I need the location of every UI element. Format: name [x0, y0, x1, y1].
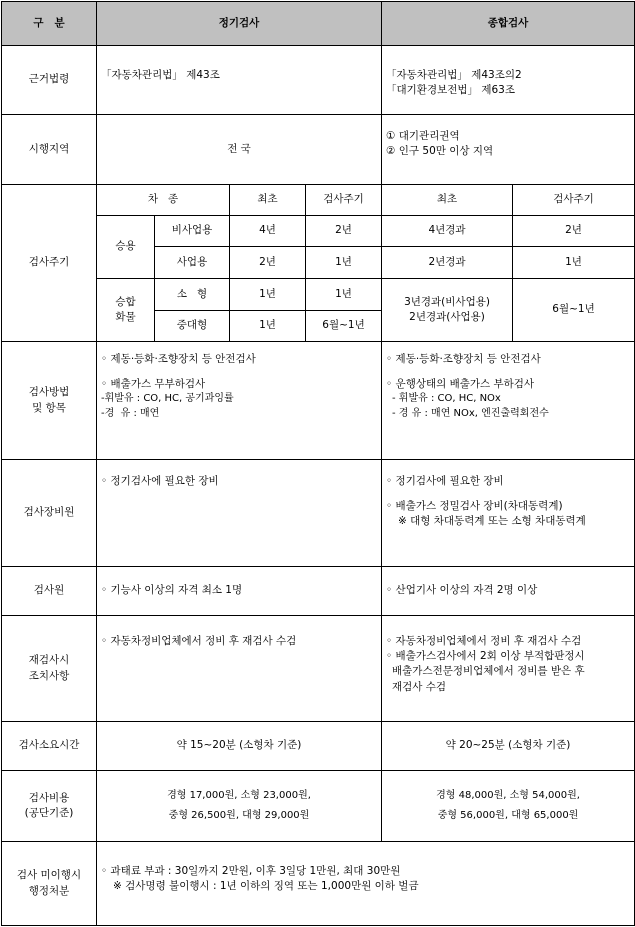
- cycle-biz-first: 2년: [230, 247, 306, 279]
- comprehensive-equipment-line: ◦ 배출가스 정밀검사 장비(차대동력계): [386, 500, 563, 513]
- regular-equipment-line: ◦ 정기검사에 필요한 장비: [101, 475, 219, 487]
- comprehensive-legal-basis: [382, 46, 635, 115]
- label-penalty-line: 행정처분: [28, 884, 70, 897]
- cycle-large-period: 6월~1년: [306, 311, 382, 342]
- label-reinspect-line: 조치사항: [28, 669, 70, 682]
- cycle-nonbiz-period-comprehensive: 2년: [513, 216, 635, 247]
- regular-inspector: ◦ 기능사 이상의 자격 최소 1명: [97, 567, 382, 616]
- comprehensive-cost: [382, 771, 635, 842]
- comprehensive-reinspect-line: ◦ 배출가스검사에서 2회 이상 부적합판정시: [386, 650, 585, 663]
- label-method: [2, 342, 97, 460]
- cycle-head-period-comprehensive: 검사주기: [513, 185, 635, 216]
- penalty-line: ◦ 과태료 부과 : 30일까지 2만원, 이후 3일당 1만원, 최대 30만원: [101, 865, 401, 877]
- comprehensive-reinspect-line: ◦ 자동차정비업체에서 정비 후 재검사 수검: [386, 635, 582, 647]
- cycle-small-first: 1년: [230, 279, 306, 311]
- label-reinspect-line: 재검사시: [28, 654, 70, 667]
- cycle-biz-first-comprehensive: 2년경과: [382, 247, 513, 279]
- row-legal-basis: [2, 46, 635, 115]
- comprehensive-duration: 약 20~25분 (소형차 기준): [382, 722, 635, 771]
- cycle-nonbiz-first-comprehensive: 4년경과: [382, 216, 513, 247]
- comprehensive-legal-basis-line: 「자동차관리법」 제43조의2: [386, 69, 522, 81]
- row-cycle-passenger-nonbiz: [2, 216, 635, 247]
- regular-method-line: ◦ 배출가스 무부하검사: [101, 378, 206, 391]
- comprehensive-inspector: ◦ 산업기사 이상의 자격 2명 이상: [382, 567, 635, 616]
- cycle-cargo-label: 화물: [115, 311, 136, 323]
- comprehensive-method-line: ◦ 제동·등화·조향장치 등 안전검사: [386, 353, 541, 365]
- cycle-head-period: 검사주기: [306, 185, 382, 216]
- comprehensive-reinspect-line: 재검사 수검: [392, 680, 447, 693]
- regular-cost: [97, 771, 382, 842]
- label-method-line: 검사방법: [28, 386, 70, 399]
- header-row: [2, 2, 635, 46]
- regular-reinspect: [97, 616, 382, 722]
- cycle-van-first-comprehensive: [382, 279, 513, 342]
- label-reinspect: [2, 616, 97, 722]
- regular-cost-line: 중형 26,500원, 대형 29,000원: [168, 810, 310, 821]
- comprehensive-equipment: [382, 460, 635, 567]
- regular-equipment: [97, 460, 382, 567]
- label-legal-basis: 근거법령: [2, 46, 97, 115]
- header-category: 구 분: [2, 2, 97, 46]
- vehicle-inspection-comparison-table: [1, 1, 635, 926]
- penalty-content: [97, 842, 635, 926]
- label-cost: [2, 771, 97, 842]
- label-cost-line: 검사비용: [28, 791, 70, 804]
- comprehensive-area-line: ② 인구 50만 이상 지역: [386, 145, 494, 158]
- cycle-head-first-comprehensive: 최초: [382, 185, 513, 216]
- cycle-small-name: 소 형: [155, 279, 230, 311]
- cycle-van-period-comprehensive: 6월~1년: [513, 279, 635, 342]
- comprehensive-method-line: - 휘발유 : CO, HC, NOx: [392, 393, 501, 405]
- cycle-head-first: 최초: [230, 185, 306, 216]
- regular-method-line: -경 유 : 매연: [101, 407, 160, 419]
- cycle-van-cargo-label: [97, 279, 155, 342]
- label-inspector: 검사원: [2, 567, 97, 616]
- cycle-large-first: 1년: [230, 311, 306, 342]
- regular-reinspect-line: ◦ 자동차정비업체에서 정비 후 재검사 수검: [101, 635, 297, 647]
- cycle-van-label: 승합: [115, 295, 136, 308]
- header-comprehensive-inspection: 종합검사: [382, 2, 635, 46]
- cycle-biz-period-comprehensive: 1년: [513, 247, 635, 279]
- label-cycle: 검사주기: [2, 185, 97, 342]
- row-area: [2, 115, 635, 185]
- row-inspector: [2, 567, 635, 616]
- comprehensive-method-line: ◦ 운행상태의 배출가스 부하검사: [386, 378, 535, 391]
- row-cycle-header: [2, 185, 635, 216]
- label-penalty: [2, 842, 97, 926]
- regular-method-line: ◦ 제동·등화·조향장치 등 안전검사: [101, 353, 256, 365]
- regular-duration: 약 15~20분 (소형차 기준): [97, 722, 382, 771]
- label-duration: 검사소요시간: [2, 722, 97, 771]
- comprehensive-method: [382, 342, 635, 460]
- comprehensive-equipment-line: ※ 대형 차대동력계 또는 소형 차대동력계: [398, 515, 586, 528]
- label-equipment: 검사장비원: [2, 460, 97, 567]
- comprehensive-equipment-line: ◦ 정기검사에 필요한 장비: [386, 475, 504, 487]
- label-method-line: 및 항목: [32, 401, 66, 414]
- row-cycle-van-small: [2, 279, 635, 311]
- comprehensive-legal-basis-line: 「대기환경보전법」 제63조: [386, 84, 516, 97]
- cycle-head-type: 차 종: [97, 185, 230, 216]
- comprehensive-reinspect-line: 배출가스전문정비업체에서 정비를 받은 후: [392, 665, 585, 678]
- comprehensive-area: [382, 115, 635, 185]
- label-cost-line: (공단기준): [24, 807, 74, 819]
- comprehensive-area-line: ① 대기관리권역: [386, 130, 460, 142]
- regular-method-line: -휘발유 : CO, HC, 공기과잉률: [101, 393, 234, 405]
- penalty-line: ※ 검사명령 불이행시 : 1년 이하의 징역 또는 1,000만원 이하 벌금: [113, 880, 419, 893]
- cycle-nonbiz-period: 2년: [306, 216, 382, 247]
- comprehensive-cost-line: 중형 56,000원, 대형 65,000원: [437, 810, 579, 821]
- label-area: 시행지역: [2, 115, 97, 185]
- row-method: [2, 342, 635, 460]
- comprehensive-reinspect: [382, 616, 635, 722]
- cycle-passenger-label: 승용: [97, 216, 155, 279]
- cycle-nonbiz-first: 4년: [230, 216, 306, 247]
- cycle-nonbiz-name: 비사업용: [155, 216, 230, 247]
- cycle-biz-period: 1년: [306, 247, 382, 279]
- label-penalty-line: 검사 미이행시: [16, 869, 82, 882]
- regular-area: 전 국: [97, 115, 382, 185]
- header-regular-inspection: 정기검사: [97, 2, 382, 46]
- cycle-large-name: 중대형: [155, 311, 230, 342]
- cycle-van-first-line: 3년경과(비사업용): [404, 295, 490, 308]
- row-cost: [2, 771, 635, 842]
- row-reinspect: [2, 616, 635, 722]
- cycle-small-period: 1년: [306, 279, 382, 311]
- row-penalty: [2, 842, 635, 926]
- cycle-van-first-line: 2년경과(사업용): [409, 311, 485, 323]
- comprehensive-method-line: - 경 유 : 매연 NOx, 엔진출력회전수: [392, 407, 549, 419]
- cycle-biz-name: 사업용: [155, 247, 230, 279]
- regular-legal-basis-text: 「자동차관리법」 제43조: [101, 69, 220, 81]
- regular-cost-line: 경형 17,000원, 소형 23,000원,: [167, 789, 311, 801]
- regular-legal-basis: [97, 46, 382, 115]
- comprehensive-cost-line: 경형 48,000원, 소형 54,000원,: [436, 789, 580, 801]
- row-duration: [2, 722, 635, 771]
- regular-method: [97, 342, 382, 460]
- row-equipment: [2, 460, 635, 567]
